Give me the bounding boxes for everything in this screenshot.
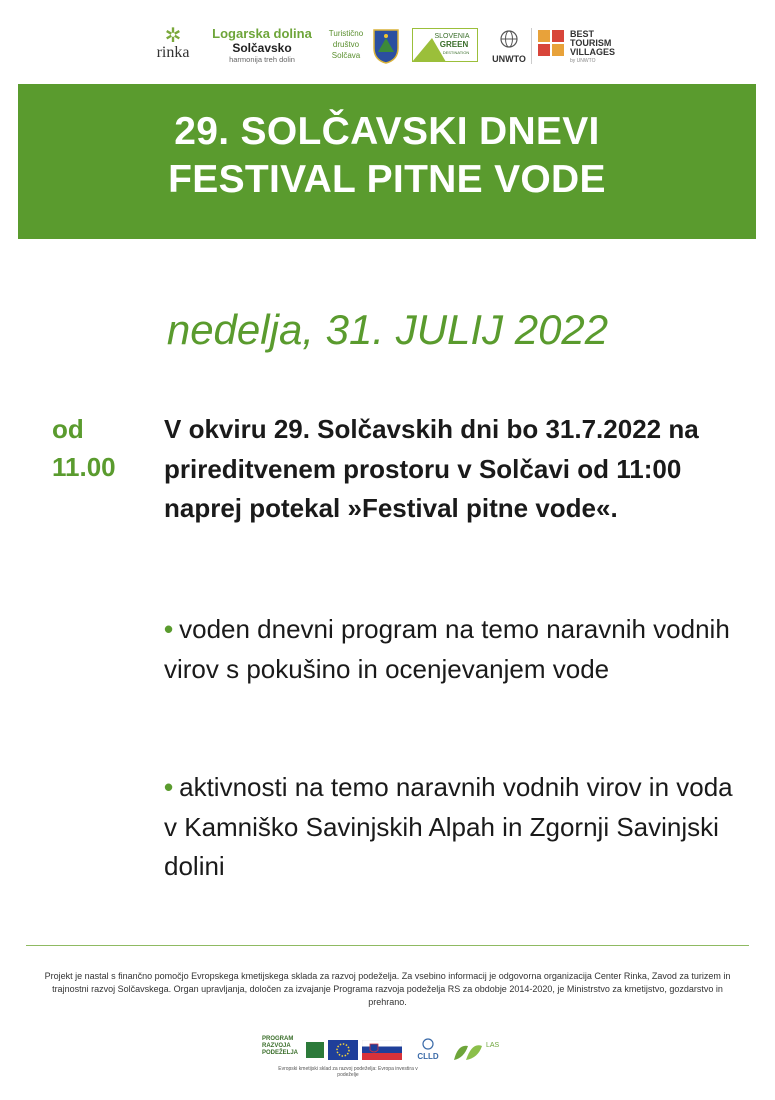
funding-logos [0,1036,775,1080]
funding-caption: Evropski kmetijski sklad za razvoj podeželja: Evropa investira v podeželje [278,1066,418,1078]
funding-footnote: Projekt je nastal s finančno pomočjo Evropskega kmetijskega sklada za razvoj podeželja. Za vsebino informacij je odgovorna organizacija Center Rinka, Zavod za turizem in trajnostni razvoj Solčavskega. Organ upravljanja, določen za izvajanje Programa razvoja podeželja RS za obdobje 2014-2020, je Ministrstvo za kmetijstvo, gozdarstvo in prehrano. [44,971,731,1007]
btv-line3: VILLAGES [570,47,616,57]
bullet-text: voden dnevni program na temo naravnih vodnih virov s pokušino in ocenjevanjem vode [164,614,730,684]
las-logo [452,1040,508,1062]
list-item [164,610,739,689]
las-label: LAS [486,1042,500,1049]
title-line-1: 29. SOLČAVSKI DNEVI [174,110,600,153]
unwto-wordmark: UNWTO [492,54,526,64]
td-line2: društvo [332,40,360,49]
btv-by: by UNWTO [570,58,596,64]
eu-flag-icon [328,1040,358,1060]
logarska-line1: Logarska dolina [212,26,312,41]
leader-logo [306,1042,324,1058]
clld-logo [412,1038,444,1061]
divider [26,945,749,946]
clld-label: CLLD [417,1052,439,1061]
sgd-line2: GREEN [439,40,469,49]
intro-paragraph: V okviru 29. Solčavskih dni bo 31.7.2022 na prireditvenem prostoru v Solčavi od 11:00 naprej potekal »Festival pitne vode«. [164,414,699,523]
globe-icon [498,30,520,48]
bullet-icon: • [164,614,174,644]
list-item [164,768,739,887]
time-value: 11.00 [52,452,116,482]
bullet-text: aktivnosti na temo naravnih vodnih virov in voda v Kamniško Savinjskih Alpah in Zgornji Savinjski dolini [164,772,733,881]
solcava-crest-icon [372,28,400,64]
btv-mosaic-icon [536,28,566,62]
logarska-line2: Solčavsko [232,41,292,55]
logarska-dolina-logo [203,26,321,65]
time-prefix: od [52,414,84,444]
td-line3: Solčava [331,51,361,60]
las-leaf-icon [452,1040,484,1062]
event-time [52,410,116,486]
logo-divider [531,28,532,64]
btv-line2: TOURISM [570,38,612,48]
slovenia-green-logo [412,28,478,62]
btv-line1: BEST [570,29,595,39]
rinka-wordmark: rinka [156,44,190,61]
clld-globe-icon [420,1038,436,1050]
rinka-flower-icon: ✲ [164,25,182,47]
turisticno-drustvo-logo [324,28,368,61]
slovenia-flag-icon [362,1040,402,1060]
best-tourism-villages-logo [536,28,626,64]
td-line1: Turistično [328,29,364,38]
title-banner [18,84,756,239]
unwto-logo [488,30,530,64]
logarska-line3: harmonija treh dolin [229,55,295,64]
bullet-icon: • [164,772,174,802]
sgd-line1: SLOVENIA [434,33,470,40]
title-line-2: FESTIVAL PITNE VODE [168,158,606,201]
partner-logos [0,22,775,72]
program-razvoja-logo: PROGRAM RAZVOJA PODEŽELJA [262,1036,299,1056]
rinka-logo [148,26,198,60]
sgd-line3: DESTINATION [442,50,470,55]
event-date: nedelja, 31. JULIJ 2022 [166,306,609,353]
